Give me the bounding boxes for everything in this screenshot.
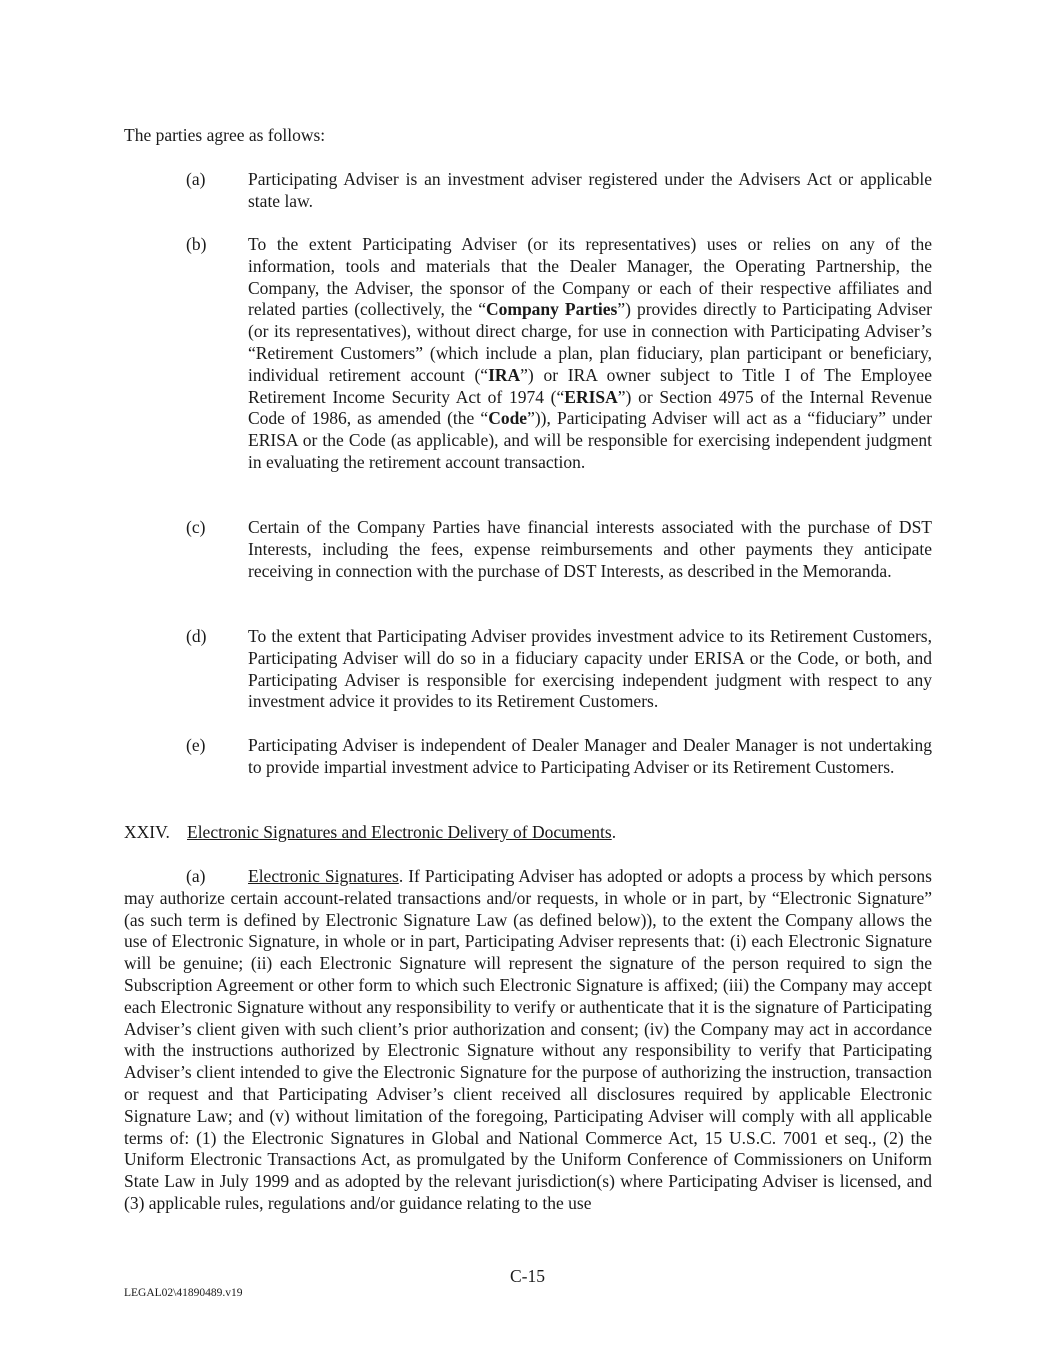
list-item-text: Certain of the Company Parties have financial interests associated with the purchase of DST Interests, including the fees, expense reimbursements and other payments they anticipate receiving in connection with the purchase of DST Interests, as described in the Memoranda.	[248, 517, 932, 581]
list-item-label: (b)	[186, 234, 207, 254]
defined-term-code: Code	[488, 408, 528, 429]
intro-text: The parties agree as follows:	[124, 125, 326, 145]
defined-term-company-parties: Company Parties	[485, 299, 618, 320]
list-item-label: (e)	[186, 735, 206, 755]
list-item-label: (d)	[186, 626, 207, 646]
paragraph-text: . If Participating Adviser has adopted or adopts a process by which persons may authorize certain account-related transactions and/or requests, in whole or in part, by “Electronic Signature” (as such term is defined by Electronic Signature Law (as defined below)), to the extent the Company allows the use of Electronic Signature, in whole or in part, Participating Adviser represents that: (i) each Electronic Signature will be genuine; (ii) each Electronic Signature will represent the signature of the person required to sign the Subscription Agreement or other form to which such Electronic Signature is affixed; (iii) the Company may accept each Electronic Signature without any responsibility to verify or authenticate that it is the signature of Participating Adviser’s client given with such client’s prior authorization and consent; (iv) the Company may act in accordance with the instructions authorized by Electronic Signature without any responsibility to verify that Participating Adviser’s client intended to give the Electronic Signature for the purpose of authorizing the instruction, transaction or request and that Participating Adviser’s client received all disclosures required by applicable Electronic Signature Law; and (v) without limitation of the foregoing, Participating Adviser will comply with all applicable terms of: (1) the Electronic Signatures in Global and National Commerce Act, 15 U.S.C. 7001 et seq., (2) the Uniform Electronic Transactions Act, as promulgated by the Uniform Conference of Commissioners on Uniform State Law in July 1999 and as adopted by the relevant jurisdiction(s) where Participating Adviser is licensed, and (3) applicable rules, regulations and/or guidance relating to the use	[124, 866, 932, 1213]
list-item-d	[124, 626, 932, 713]
list-item-text: To the extent that Participating Adviser provides investment advice to its Retirement Customers, Participating Adviser will do so in a fiduciary capacity under ERISA or the Code, or both, and Participating Adviser is responsible for exercising independent judgment with respect to any investment advice it provides to its Retirement Customers.	[248, 626, 932, 712]
list-item-c	[124, 517, 932, 582]
defined-term-erisa: ERISA	[564, 386, 618, 407]
list-item-label: (a)	[186, 169, 206, 189]
document-id: LEGAL02\41890489.v19	[124, 1287, 243, 1299]
list-item-label: (c)	[186, 517, 206, 537]
page-number: C-15	[510, 1266, 545, 1286]
list-item-text: To the extent Participating Adviser (or its representatives) uses or relies on any of the information, tools and materials that the Dealer Manager, the Operating Partnership, the Company, the Adviser, the sponsor of the Company or each of their respective affiliates and related parties (collectively, the “Company Parties”) provides directly to Participating Adviser (or its representatives), without direct charge, for use in connection with Participating Adviser’s “Retirement Customers” (which include a plan, plan fiduciary, plan participant or beneficiary, individual retirement account (“IRA”) or IRA owner subject to Title I of The Employee Retirement Income Security Act of 1974 (“ERISA”) or Section 4975 of the Internal Revenue Code of 1986, as amended (the “Code”)), Participating Adviser will act as a “fiduciary” under ERISA or the Code (as applicable), and will be responsible for exercising independent judgment in evaluating the retirement account transaction.	[248, 234, 933, 472]
section-heading: XXIV. Electronic Signatures and Electronic Delivery of Documents.	[124, 822, 617, 842]
section-number: XXIV.	[124, 822, 170, 842]
list-item-text: Participating Adviser is independent of Dealer Manager and Dealer Manager is not undertaking to provide impartial investment advice to Participating Adviser or its Retirement Customers.	[248, 735, 932, 777]
section-paragraph	[124, 866, 932, 1215]
paragraph-heading: Electronic Signatures	[248, 866, 399, 886]
defined-term-ira: IRA	[488, 364, 521, 385]
list-item-a	[124, 169, 932, 213]
section-title: Electronic Signatures and Electronic Delivery of Documents	[187, 822, 612, 842]
list-item-b	[124, 234, 932, 474]
paragraph-label: (a)	[186, 866, 206, 886]
list-item-text: Participating Adviser is an investment adviser registered under the Advisers Act or applicable state law.	[248, 169, 932, 211]
list-item-e	[124, 735, 932, 779]
